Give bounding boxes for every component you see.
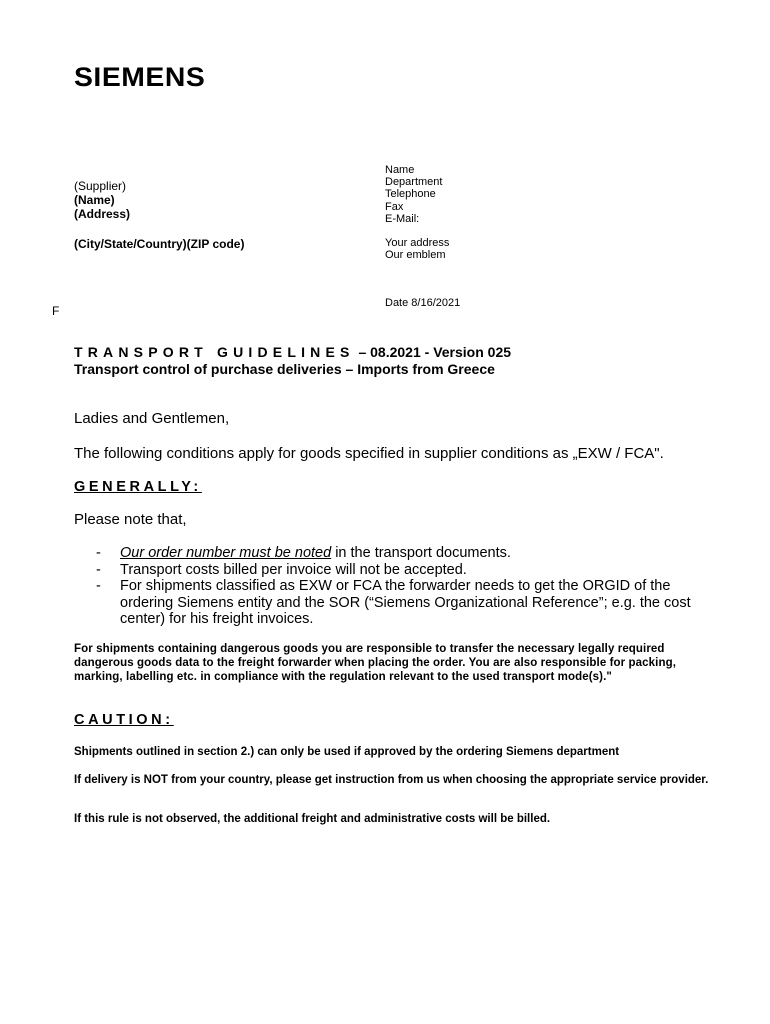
list-item — [96, 578, 696, 628]
reference-block — [385, 237, 449, 261]
supplier-city: (City/State/Country)(ZIP code) — [74, 237, 245, 251]
caution-paragraph-1: Shipments outlined in section 2.) can only be used if approved by the ordering Siemens department — [74, 746, 620, 758]
bullet-dash: - — [96, 561, 101, 578]
bullet-text — [120, 545, 511, 562]
contact-fax: Fax — [385, 200, 404, 213]
contact-department: Department — [385, 176, 443, 189]
bullet-rest: in the transport documents. — [331, 545, 511, 561]
bullet-emphasis: Our order number must be noted — [120, 545, 332, 561]
bullet-text: Transport costs billed per invoice will not be accepted. — [120, 561, 467, 578]
supplier-name: (Name) — [74, 193, 115, 207]
bullet-dash: - — [96, 578, 101, 594]
dangerous-goods-paragraph: For shipments containing dangerous goods you are responsible to transfer the necessary legally required dangerous goods data to the freight forwarder when placing the order. You are also responsible for packing, marking, labelling etc. in compliance with the regulation relevant to the used transport mode(s)." — [74, 643, 676, 684]
document-subtitle: Transport control of purchase deliveries – Imports from Greece — [74, 361, 495, 377]
bullet-text: For shipments classified as EXW or FCA the forwarder needs to get the ORGID of the ordering Siemens entity and the SOR (“Siemens Organizational Reference”; e.g. the cost center) for his freight invoices. — [120, 578, 691, 627]
supplier-label: (Supplier) — [74, 179, 127, 193]
title-version: – 08.2021 - Version 025 — [358, 344, 512, 360]
document-title — [74, 344, 511, 360]
caution-heading: CAUTION: — [74, 712, 174, 728]
margin-mark: F — [52, 304, 60, 318]
supplier-address: (Address) — [74, 207, 131, 221]
list-item — [96, 562, 696, 579]
contact-name: Name — [385, 164, 415, 176]
caution-paragraph-3: If this rule is not observed, the additional freight and administrative costs will be billed. — [74, 813, 551, 825]
bullet-dash: - — [96, 545, 101, 561]
generally-heading: GENERALLY: — [74, 479, 202, 495]
salutation: Ladies and Gentlemen, — [74, 410, 230, 427]
our-emblem: Our emblem — [385, 249, 446, 262]
contact-telephone: Telephone — [385, 188, 436, 201]
list-item — [96, 545, 696, 562]
please-note: Please note that, — [74, 511, 187, 528]
caution-paragraph-2: If delivery is NOT from your country, please get instruction from us when choosing the appropriate service provider. — [74, 774, 709, 786]
siemens-logo: SIEMENS — [74, 62, 206, 92]
contact-email: E-Mail: — [385, 212, 420, 225]
title-spaced: TRANSPORT GUIDELINES — [74, 344, 355, 360]
contact-block — [385, 164, 442, 225]
your-address: Your address — [385, 237, 450, 249]
intro-paragraph: The following conditions apply for goods specified in supplier conditions as „EXW / FCA". — [74, 445, 664, 462]
bullet-list — [96, 545, 696, 628]
supplier-block — [74, 179, 130, 221]
letter-date: Date 8/16/2021 — [385, 297, 461, 309]
